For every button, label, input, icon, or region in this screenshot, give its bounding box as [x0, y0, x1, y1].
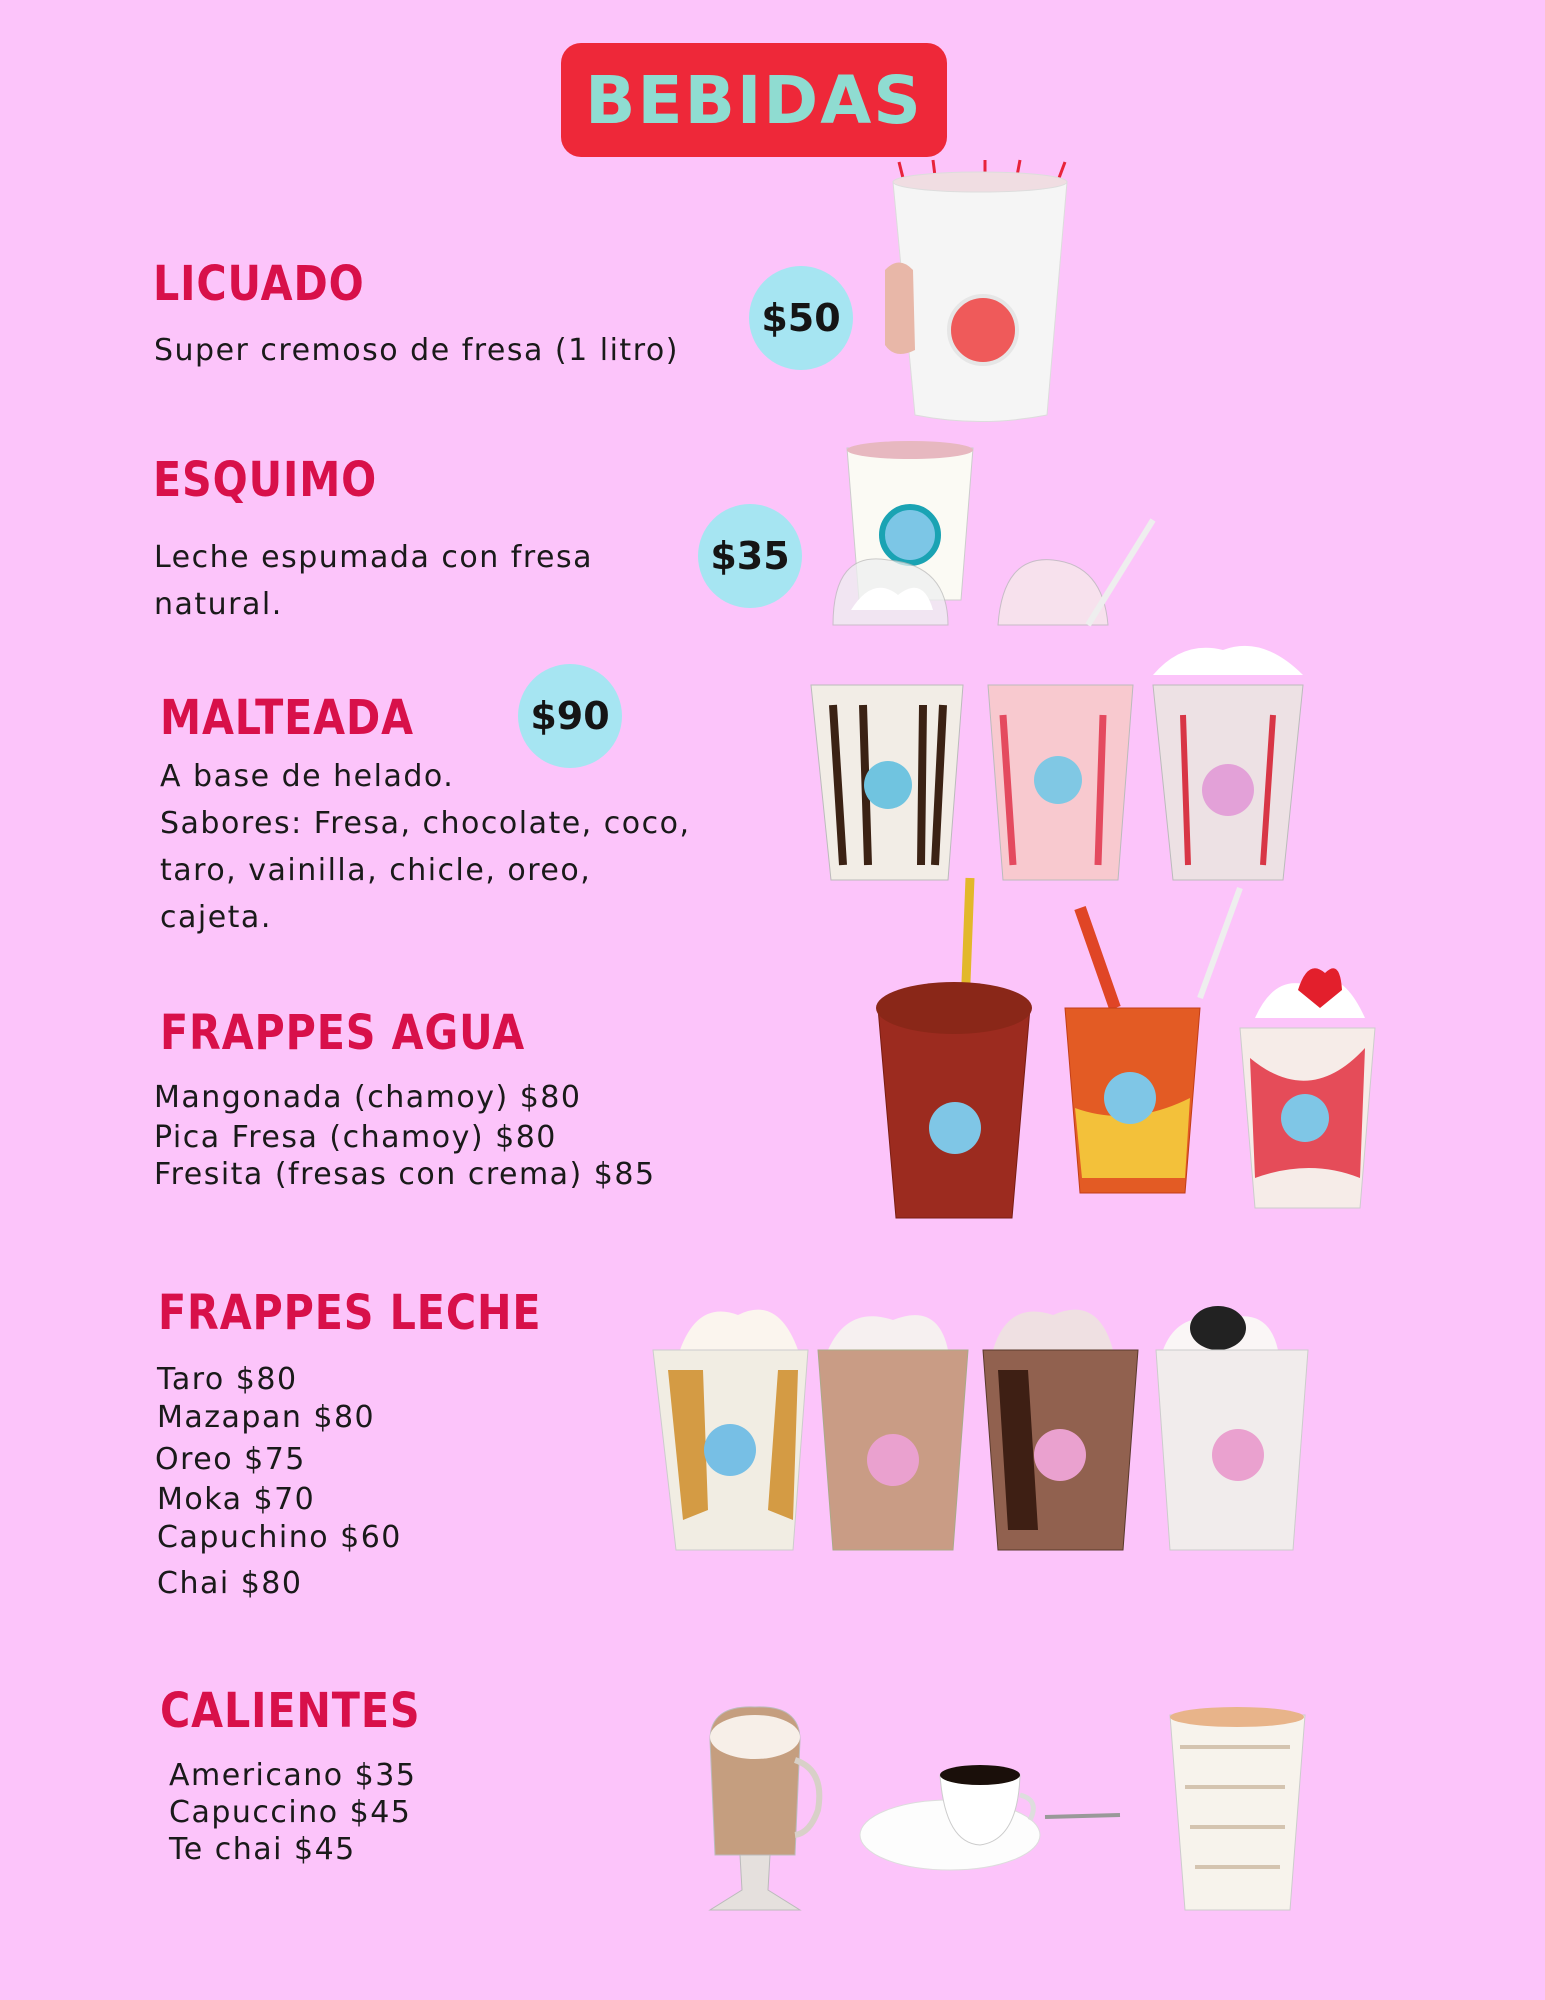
description-line: taro, vainilla, chicle, oreo, [160, 853, 592, 888]
menu-title: BEBIDAS [585, 61, 923, 139]
section-description-malteada [160, 753, 690, 941]
section-title-frappes-agua: FRAPPES AGUA [160, 1005, 526, 1061]
price-badge-malteada: $90 [518, 664, 622, 768]
menu-item: Mazapan $80 [157, 1400, 376, 1435]
section-title-malteada: MALTEADA [160, 690, 414, 746]
menu-item: Americano $35 [169, 1758, 417, 1793]
section-description-licuado [154, 327, 679, 374]
menu-item: Te chai $45 [169, 1832, 356, 1867]
menu-item: Capuchino $60 [157, 1520, 402, 1555]
frappes-leche-cups-photo [648, 1290, 1318, 1555]
section-description-esquimo [154, 534, 593, 628]
menu-item: Mangonada (chamoy) $80 [154, 1080, 582, 1115]
section-title-calientes: CALIENTES [160, 1683, 421, 1739]
description-line: Leche espumada con fresa [154, 540, 593, 575]
malteada-cups-photo [803, 565, 1318, 890]
description-line: A base de helado. [160, 759, 455, 794]
menu-item: Pica Fresa (chamoy) $80 [154, 1120, 557, 1155]
menu-item: Chai $80 [157, 1566, 303, 1601]
menu-item: Taro $80 [157, 1362, 298, 1397]
frappes-agua-cups-photo [870, 878, 1380, 1218]
section-title-licuado: LICUADO [153, 256, 365, 312]
licuado-cup-photo [885, 160, 1075, 425]
menu-item: Oreo $75 [155, 1442, 306, 1477]
menu-item: Fresita (fresas con crema) $85 [154, 1157, 656, 1192]
description-line: natural. [154, 587, 283, 622]
description-line: Super cremoso de fresa (1 litro) [154, 333, 679, 368]
price-badge-esquimo: $35 [698, 504, 802, 608]
section-title-esquimo: ESQUIMO [153, 452, 378, 508]
menu-item: Capuccino $45 [169, 1795, 412, 1830]
description-line: cajeta. [160, 900, 272, 935]
calientes-drinks-photo [700, 1705, 1315, 1917]
menu-item: Moka $70 [157, 1482, 316, 1517]
menu-title-banner [561, 43, 947, 157]
section-title-frappes-leche: FRAPPES LECHE [158, 1285, 542, 1341]
description-line: Sabores: Fresa, chocolate, coco, [160, 806, 691, 841]
price-badge-licuado: $50 [749, 266, 853, 370]
